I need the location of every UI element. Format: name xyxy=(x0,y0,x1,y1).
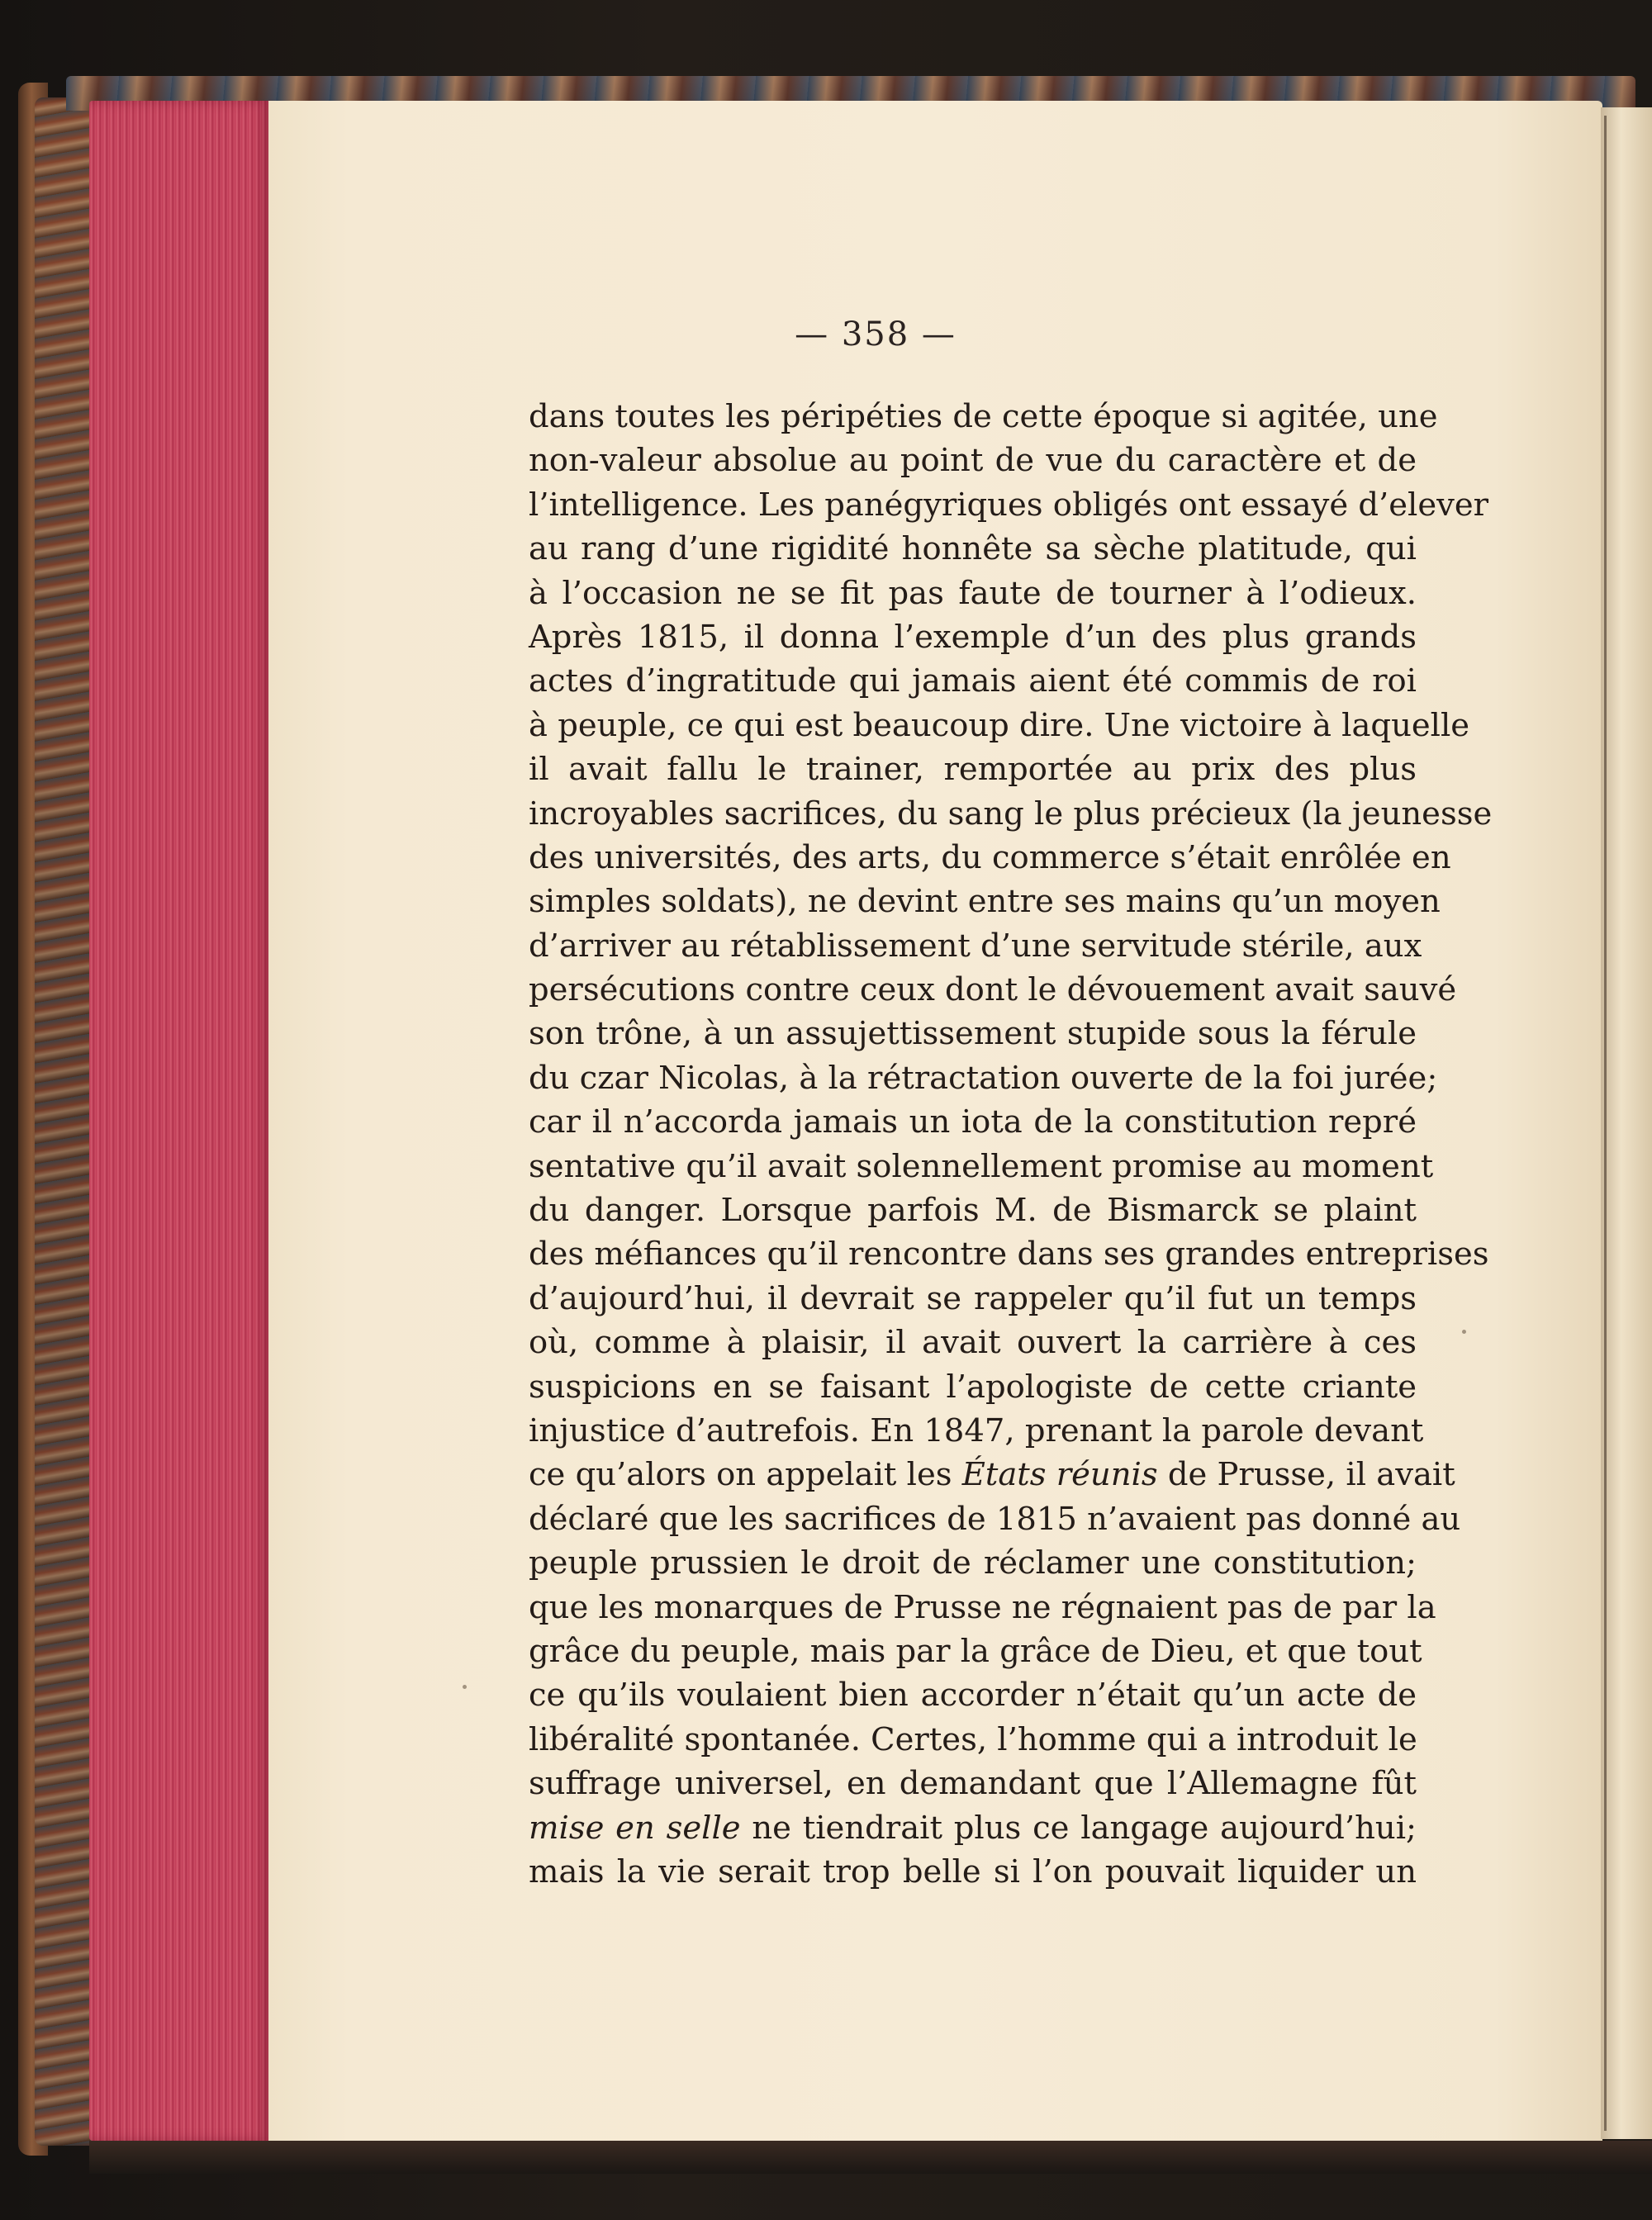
text-line: incroyables sacrifices, du sang le plus précieux (la jeunesse xyxy=(529,795,1493,832)
text-line: que les monarques de Prusse ne régnaient pas de par la xyxy=(529,1588,1436,1626)
text-line: Après 1815, il donna l’exemple d’un des plus grands xyxy=(529,618,1417,656)
text-line: du danger. Lorsque parfois M. de Bismarck se plaint xyxy=(529,1192,1417,1230)
text-line: où, comme à plaisir, il avait ouvert la carrière à ces xyxy=(529,1324,1417,1362)
gutter-shadow-line xyxy=(1604,116,1607,2131)
text-line-mixed xyxy=(529,1806,1417,1850)
red-page-edges xyxy=(89,101,271,2141)
text-line: libéralité spontanée. Certes, l’homme qui a introduit le xyxy=(529,1720,1417,1758)
page-number: — 358 — xyxy=(795,315,957,353)
text-line: grâce du peuple, mais par la grâce de Dieu, et que tout xyxy=(529,1632,1422,1670)
text-line-mixed xyxy=(529,1453,1455,1497)
text-line: d’aujourd’hui, il devrait se rappeler qu’il fut un temps xyxy=(529,1279,1417,1317)
text-line: car il n’accorda jamais un iota de la constitution repré xyxy=(529,1103,1417,1141)
text-line: sentative qu’il avait solennellement promise au moment xyxy=(529,1147,1434,1185)
text-line: non-valeur absolue au point de vue du caractère et de xyxy=(529,442,1417,480)
text-fragment: ce qu’alors on appelait les xyxy=(529,1456,952,1494)
text-line: l’intelligence. Les panégyriques obligés ont essayé d’elever xyxy=(529,486,1489,524)
text-line: actes d’ingratitude qui jamais aient été commis de roi xyxy=(529,662,1417,700)
text-line: son trône, à un assujettissement stupide sous la férule xyxy=(529,1015,1417,1053)
text-line: ce qu’ils voulaient bien accorder n’était qu’un acte de xyxy=(529,1677,1417,1715)
text-line: mais la vie serait trop belle si l’on pouvait liquider un xyxy=(529,1852,1417,1890)
paper-speck xyxy=(463,1685,467,1689)
italic-fragment: États réunis xyxy=(961,1456,1158,1494)
paper-speck xyxy=(1462,1330,1466,1334)
text-line: injustice d’autrefois. En 1847, prenant la parole devant xyxy=(529,1411,1424,1449)
body-text xyxy=(529,395,1493,1894)
text-line: des méfiances qu’il rencontre dans ses grandes entreprises xyxy=(529,1236,1489,1274)
text-line: déclaré que les sacrifices de 1815 n’avaient pas donné au xyxy=(529,1500,1461,1538)
text-line: persécutions contre ceux dont le dévouement avait sauvé xyxy=(529,971,1457,1009)
text-line: simples soldats), ne devint entre ses mains qu’un moyen xyxy=(529,883,1441,921)
text-fragment: ne tiendrait plus ce langage aujourd’hui; xyxy=(752,1809,1417,1847)
text-line: à peuple, ce qui est beaucoup dire. Une victoire à laquelle xyxy=(529,706,1470,744)
text-line: suffrage universel, en demandant que l’Allemagne fût xyxy=(529,1765,1417,1803)
text-line: au rang d’une rigidité honnête sa sèche platitude, qui xyxy=(529,530,1417,568)
text-line: suspicions en se faisant l’apologiste de cette criante xyxy=(529,1368,1417,1406)
facing-page-gutter xyxy=(1601,107,1652,2139)
text-line: peuple prussien le droit de réclamer une constitution; xyxy=(529,1544,1417,1582)
text-line: il avait fallu le trainer, remportée au prix des plus xyxy=(529,751,1417,789)
text-line: dans toutes les péripéties de cette époque si agitée, une xyxy=(529,398,1438,435)
text-line: à l’occasion ne se fit pas faute de tourner à l’odieux. xyxy=(529,574,1417,612)
italic-fragment: mise en selle xyxy=(529,1809,741,1847)
bottom-shadow xyxy=(89,2141,1652,2174)
text-line: du czar Nicolas, à la rétractation ouverte de la foi jurée; xyxy=(529,1059,1438,1097)
text-line: d’arriver au rétablissement d’une servitude stérile, aux xyxy=(529,927,1422,965)
text-line: des universités, des arts, du commerce s’était enrôlée en xyxy=(529,838,1451,876)
text-fragment: de Prusse, il avait xyxy=(1167,1456,1455,1494)
